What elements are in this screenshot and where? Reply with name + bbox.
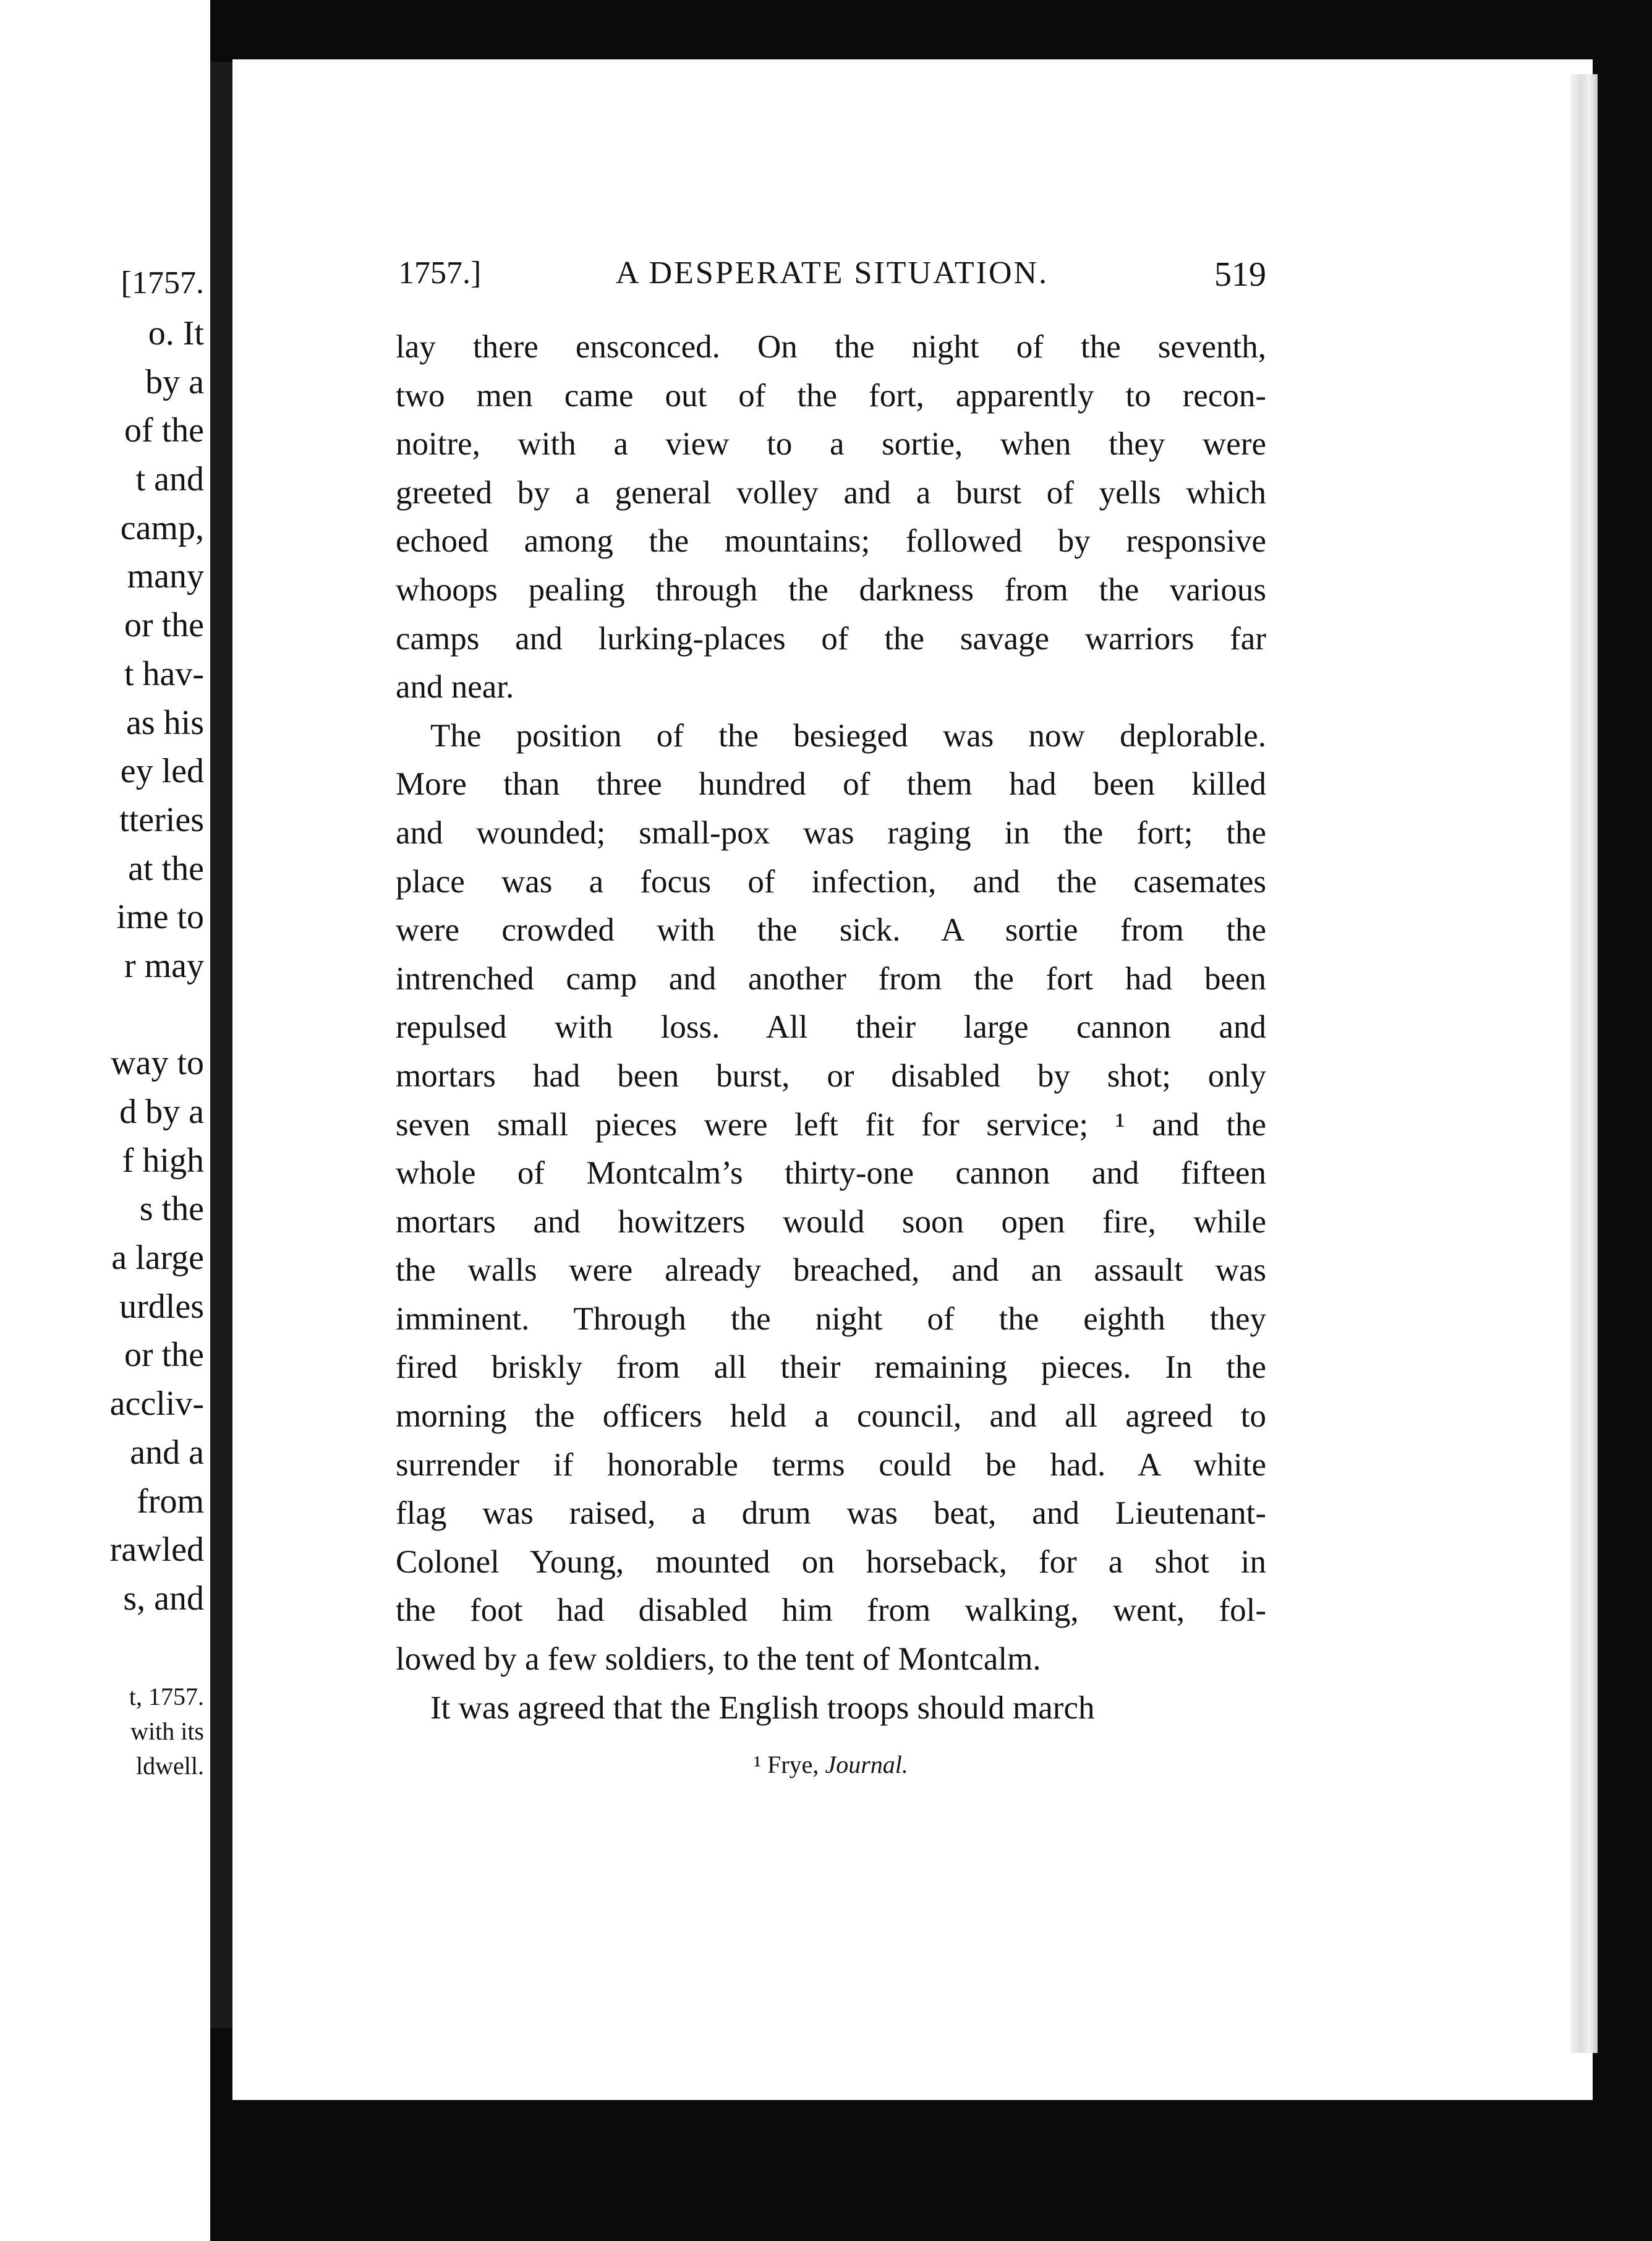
running-head-year: 1757.] — [398, 255, 482, 291]
footnote-work: Journal. — [825, 1751, 908, 1778]
text-line: lowed by a few soldiers, to the tent of Montcalm. — [396, 1641, 1041, 1678]
left-line: camp, — [120, 508, 204, 547]
left-line: and a — [130, 1433, 204, 1472]
left-line: ime to — [116, 898, 204, 937]
text-line: the foot had disabled him from walking, went, fol- — [396, 1592, 1266, 1629]
text-line: lay there ensconced. On the night of the seventh, — [396, 329, 1266, 365]
left-note-line: t, 1757. — [129, 1683, 204, 1710]
left-line: urdles — [119, 1287, 204, 1326]
text-line: flag was raised, a drum was beat, and Lieutenant- — [396, 1495, 1266, 1532]
footnote-marker: ¹ — [754, 1751, 762, 1778]
text-line: mortars had been burst, or disabled by shot; only — [396, 1057, 1266, 1094]
text-line: fired briskly from all their remaining pieces. In the — [396, 1349, 1266, 1386]
text-line: whole of Montcalm’s thirty-one cannon and fifteen — [396, 1155, 1266, 1192]
text-line: Colonel Young, mounted on horseback, for a shot in — [396, 1543, 1266, 1580]
left-line: ey led — [120, 752, 204, 791]
left-line: accliv- — [109, 1385, 204, 1424]
left-line: way to — [111, 1044, 204, 1083]
running-head — [398, 255, 1266, 298]
body-text — [396, 323, 1266, 1732]
left-line: t hav- — [124, 654, 204, 693]
left-line: f high — [122, 1141, 204, 1180]
left-line: a large — [111, 1239, 204, 1278]
text-line: and near. — [396, 669, 514, 706]
left-line: as his — [126, 703, 204, 742]
text-line: seven small pieces were left fit for service; ¹ and the — [396, 1106, 1266, 1143]
text-line: two men came out of the fort, apparently to recon- — [396, 377, 1266, 414]
left-footnotes — [129, 1680, 204, 1783]
left-line: s the — [139, 1190, 204, 1229]
text-line: echoed among the mountains; followed by responsive — [396, 523, 1266, 560]
left-line: tteries — [119, 800, 204, 839]
text-line: repulsed with loss. All their large cannon and — [396, 1009, 1266, 1046]
left-line: r may — [124, 946, 204, 985]
left-line: by a — [145, 362, 204, 401]
text-line: place was a focus of infection, and the casemates — [396, 863, 1266, 900]
text-line: surrender if honorable terms could be had. A white — [396, 1446, 1266, 1483]
left-line: rawled — [109, 1530, 204, 1569]
left-line: at the — [128, 849, 204, 888]
text-line: whoops pealing through the darkness from the various — [396, 571, 1266, 608]
text-line: imminent. Through the night of the eighth they — [396, 1300, 1266, 1337]
left-line: of the — [124, 411, 204, 450]
text-line: The position of the besieged was now deplorable. — [430, 717, 1266, 754]
text-line: the walls were already breached, and an assault was — [396, 1252, 1266, 1289]
text-line: mortars and howitzers would soon open fire, while — [396, 1203, 1266, 1240]
page-number: 519 — [1214, 255, 1266, 294]
left-running-head: [1757. — [121, 265, 204, 301]
left-note-line: ldwell. — [136, 1752, 204, 1780]
book-gutter — [210, 62, 235, 2028]
running-head-title: A DESPERATE SITUATION. — [615, 255, 1049, 291]
text-line: intrenched camp and another from the fort had been — [396, 960, 1266, 997]
left-page-text — [0, 309, 204, 1623]
left-line: or the — [124, 1336, 204, 1375]
left-line — [0, 991, 204, 1039]
footnote-author: Frye, — [767, 1751, 819, 1778]
text-line: were crowded with the sick. A sortie from the — [396, 912, 1266, 949]
left-line: o. It — [148, 314, 204, 352]
previous-page — [0, 0, 210, 2241]
left-line: s, and — [123, 1579, 204, 1618]
text-line: noitre, with a view to a sortie, when they were — [396, 426, 1266, 463]
text-line: It was agreed that the English troops should march — [430, 1689, 1095, 1726]
left-line: or the — [124, 606, 204, 645]
text-line: More than three hundred of them had been killed — [396, 766, 1266, 803]
left-line: d by a — [119, 1093, 204, 1131]
left-line: many — [127, 557, 204, 596]
left-line: t and — [135, 460, 204, 499]
page-edge — [1570, 74, 1598, 2053]
footnote — [396, 1750, 1266, 1779]
text-line: morning the officers held a council, and all agreed to — [396, 1398, 1266, 1435]
text-line: greeted by a general volley and a burst of yells which — [396, 474, 1266, 511]
left-note-line: with its — [130, 1717, 204, 1745]
left-line: from — [137, 1482, 204, 1521]
text-line: and wounded; small-pox was raging in the fort; the — [396, 814, 1266, 851]
text-line: camps and lurking-places of the savage warriors far — [396, 620, 1266, 657]
